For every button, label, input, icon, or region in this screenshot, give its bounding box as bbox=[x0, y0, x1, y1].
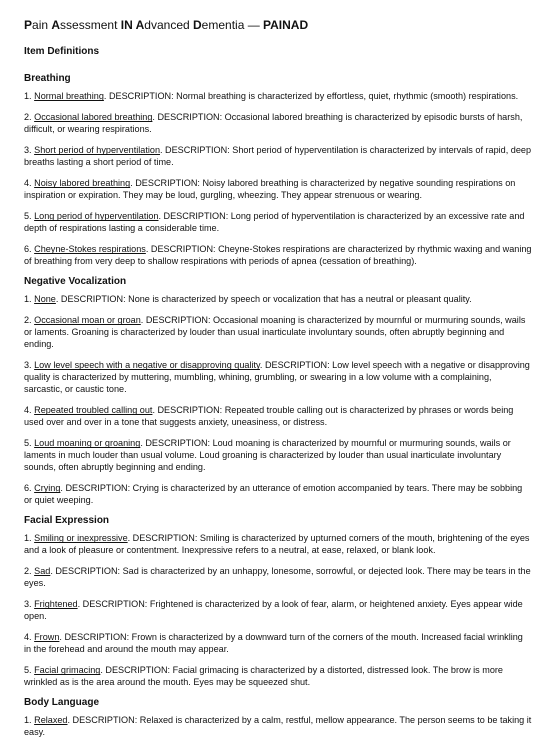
item-description: . DESCRIPTION: None is characterized by speech or vocalization that has a neutral or pleasant quality. bbox=[55, 294, 472, 305]
item-definitions-heading: Item Definitions bbox=[24, 46, 100, 58]
item-term: Short period of hyperventilation bbox=[34, 145, 160, 156]
title-text: ssessment bbox=[60, 18, 121, 32]
definition-item bbox=[24, 314, 532, 350]
item-number: 2. bbox=[24, 315, 35, 326]
item-description: . DESCRIPTION: Low level speech with a negative or disapproving quality is characterized by muttering, mumbling, whining, grumbling, or swearing in a low volume with a complaining, sarcastic, or caustic tone. bbox=[24, 360, 530, 395]
item-number: 4. bbox=[24, 178, 35, 189]
title-text: ain bbox=[32, 18, 52, 32]
definition-item bbox=[24, 532, 532, 556]
definition-item bbox=[24, 111, 532, 135]
section-heading: Negative Vocalization bbox=[24, 276, 127, 288]
item-term: Normal breathing bbox=[34, 91, 104, 102]
item-description: . DESCRIPTION: Crying is characterized by an utterance of emotion accompanied by tears. There may be sobbing or quiet weeping. bbox=[24, 483, 523, 506]
title-letter-p: P bbox=[24, 18, 33, 32]
item-term: None bbox=[34, 294, 56, 305]
definition-item bbox=[24, 243, 532, 267]
item-number: 6. bbox=[24, 244, 35, 255]
item-number: 1. bbox=[24, 91, 35, 102]
item-term: Smiling or inexpressive bbox=[34, 533, 128, 544]
item-description: . DESCRIPTION: Short period of hyperventilation is characterized by intervals of rapid, deep breaths lasting a short period of time. bbox=[24, 145, 531, 168]
item-description: . DESCRIPTION: Frown is characterized by a downward turn of the corners of the mouth. Increased facial wrinkling in the forehead and around the mouth may appear. bbox=[24, 632, 523, 655]
definition-item bbox=[24, 437, 532, 473]
item-description: . DESCRIPTION: Long period of hyperventilation is characterized by an excessive rate and depth of respirations lasting a considerable time. bbox=[24, 211, 525, 234]
title-text: ementia — bbox=[201, 18, 264, 32]
item-term: Frown bbox=[34, 632, 60, 643]
definition-item bbox=[24, 714, 532, 738]
title-letter-a: A bbox=[132, 18, 145, 32]
item-description: . DESCRIPTION: Cheyne-Stokes respirations are characterized by rhythmic waxing and waning of breathing from very deep to shallow respirations with periods of apnea (cessation of breathing). bbox=[24, 244, 532, 267]
section-facial-expression bbox=[24, 515, 532, 688]
item-term: Frightened bbox=[34, 599, 78, 610]
item-description: . DESCRIPTION: Smiling is characterized by upturned corners of the mouth, brightening of the eyes and a look of pleasure or contentment. Inexpressive refers to a neutral, at ease, relaxed, or blank look. bbox=[24, 533, 530, 556]
item-number: 3. bbox=[24, 599, 35, 610]
item-description: . DESCRIPTION: Occasional labored breathing is characterized by episodic bursts of harsh, difficult, or wearing respirations. bbox=[24, 112, 523, 135]
item-number: 1. bbox=[24, 294, 35, 305]
section-body-language bbox=[24, 697, 532, 738]
definition-item bbox=[24, 664, 532, 688]
definition-item bbox=[24, 144, 532, 168]
definition-item bbox=[24, 631, 532, 655]
definition-item bbox=[24, 598, 532, 622]
item-term: Relaxed bbox=[34, 715, 68, 726]
item-description: . DESCRIPTION: Facial grimacing is characterized by a distorted, distressed look. The brow is more wrinkled as is the area around the mouth. Eyes may be squeezed shut. bbox=[24, 665, 503, 688]
item-number: 6. bbox=[24, 483, 35, 494]
item-description: . DESCRIPTION: Sad is characterized by an unhappy, lonesome, sorrowful, or dejected look. There may be tears in the eyes. bbox=[24, 566, 531, 589]
item-term: Crying bbox=[34, 483, 61, 494]
item-description: . DESCRIPTION: Occasional moaning is characterized by mournful or murmuring sounds, wails or laments. Groaning is characterized by louder than usual inarticulate involuntary sounds, often abruptly beginning and ending. bbox=[24, 315, 526, 350]
title-letters-in: IN bbox=[120, 18, 133, 32]
item-term: Cheyne-Stokes respirations bbox=[34, 244, 146, 255]
definition-item bbox=[24, 90, 532, 102]
title-letter-d: D bbox=[193, 18, 202, 32]
item-number: 5. bbox=[24, 438, 35, 449]
title-acronym: PAINAD bbox=[263, 18, 309, 32]
section-breathing bbox=[24, 73, 532, 267]
item-description: . DESCRIPTION: Repeated trouble calling out is characterized by phrases or words being used over and over in a tone that suggests anxiety, uneasiness, or distress. bbox=[24, 405, 514, 428]
item-number: 2. bbox=[24, 566, 35, 577]
title-text: dvanced bbox=[144, 18, 193, 32]
item-number: 5. bbox=[24, 665, 35, 676]
item-term: Repeated troubled calling out bbox=[34, 405, 153, 416]
item-term: Occasional moan or groan bbox=[34, 315, 141, 326]
item-description: . DESCRIPTION: Frightened is characterized by a look of fear, alarm, or heightened anxiety. Eyes appear wide open. bbox=[24, 599, 523, 622]
item-term: Occasional labored breathing bbox=[34, 112, 153, 123]
item-description: . DESCRIPTION: Normal breathing is characterized by effortless, quiet, rhythmic (smooth) respirations. bbox=[103, 91, 519, 102]
page-title bbox=[24, 18, 532, 32]
section-heading: Body Language bbox=[24, 697, 100, 709]
item-number: 1. bbox=[24, 715, 35, 726]
definition-item bbox=[24, 565, 532, 589]
item-term: Loud moaning or groaning bbox=[34, 438, 141, 449]
item-number: 2. bbox=[24, 112, 35, 123]
section-heading: Facial Expression bbox=[24, 515, 110, 527]
item-description: . DESCRIPTION: Relaxed is characterized by a calm, restful, mellow appearance. The person seems to be taking it easy. bbox=[24, 715, 532, 738]
item-number: 3. bbox=[24, 360, 35, 371]
item-term: Noisy labored breathing bbox=[34, 178, 131, 189]
definition-item bbox=[24, 293, 532, 305]
definition-item bbox=[24, 404, 532, 428]
definition-item bbox=[24, 177, 532, 201]
item-description: . DESCRIPTION: Noisy labored breathing is characterized by negative sounding respirations on inspiration or expiration. They may be loud, gurgling, wheezing. They appear strenuous or wearing. bbox=[24, 178, 516, 201]
section-negative-vocalization bbox=[24, 276, 532, 506]
item-term: Low level speech with a negative or disapproving quality bbox=[34, 360, 260, 371]
item-number: 1. bbox=[24, 533, 35, 544]
item-number: 4. bbox=[24, 405, 35, 416]
item-term: Sad bbox=[34, 566, 51, 577]
item-number: 3. bbox=[24, 145, 35, 156]
item-number: 5. bbox=[24, 211, 35, 222]
definition-item bbox=[24, 482, 532, 506]
item-description: . DESCRIPTION: Loud moaning is characterized by mournful or murmuring sounds, wails or laments in much louder than usual volume. Loud groaning is characterized by louder than usual inarticulate involuntary sounds, often abruptly beginning and ending. bbox=[24, 438, 511, 473]
item-number: 4. bbox=[24, 632, 35, 643]
title-letter-a: A bbox=[51, 18, 61, 32]
definition-item bbox=[24, 359, 532, 395]
definition-item bbox=[24, 210, 532, 234]
item-term: Facial grimacing bbox=[34, 665, 101, 676]
section-heading: Breathing bbox=[24, 73, 71, 85]
item-term: Long period of hyperventilation bbox=[34, 211, 159, 222]
